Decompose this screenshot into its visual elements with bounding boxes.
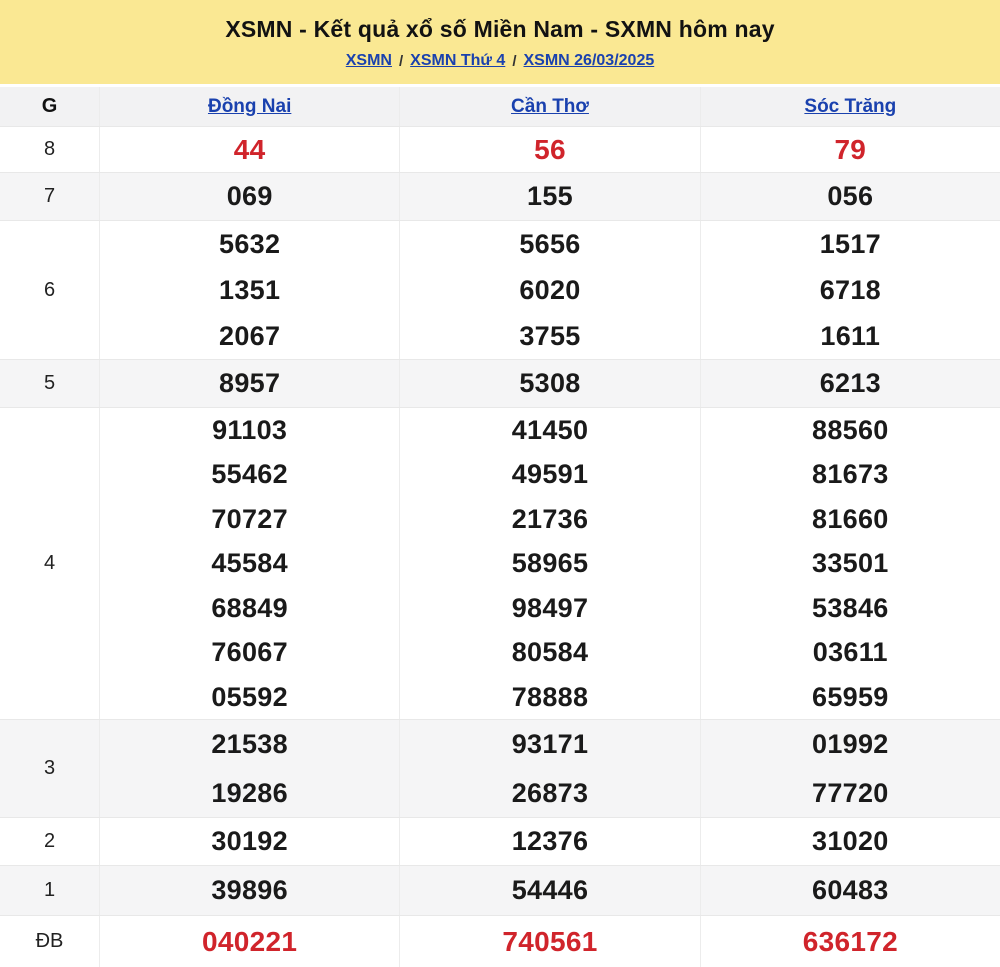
result-cell bbox=[100, 720, 400, 817]
breadcrumb-separator: / bbox=[512, 52, 517, 70]
column-header-dong-nai bbox=[100, 87, 400, 126]
result-number: 77720 bbox=[812, 777, 889, 808]
result-cell bbox=[400, 916, 700, 967]
result-number: 3755 bbox=[519, 320, 581, 351]
result-number: 1351 bbox=[219, 274, 281, 305]
result-number: 19286 bbox=[211, 777, 288, 808]
result-number: 6718 bbox=[819, 274, 881, 305]
result-cell bbox=[701, 221, 1000, 359]
result-cell bbox=[400, 360, 700, 407]
dong-nai-link[interactable]: Đồng Nai bbox=[207, 95, 292, 117]
result-cell bbox=[701, 720, 1000, 817]
result-number: 53846 bbox=[812, 592, 889, 623]
result-cell bbox=[100, 221, 400, 359]
result-number: 41450 bbox=[511, 415, 589, 446]
column-header-can-tho bbox=[400, 87, 700, 126]
prize-row-6 bbox=[0, 220, 1000, 359]
prize-tier-label: 7 bbox=[0, 173, 100, 220]
breadcrumb-link-xsmn-thu-4[interactable]: XSMN Thứ 4 bbox=[410, 52, 506, 69]
result-cell bbox=[400, 221, 700, 359]
result-cell bbox=[100, 360, 400, 407]
result-number: 5632 bbox=[219, 228, 281, 259]
result-number: 49591 bbox=[511, 459, 589, 490]
result-number: 65959 bbox=[812, 681, 889, 712]
breadcrumb-link-xsmn-date[interactable]: XSMN 26/03/2025 bbox=[523, 52, 655, 69]
prize-tier-label: 4 bbox=[0, 408, 100, 719]
prize-row-7 bbox=[0, 172, 1000, 220]
result-number: 1517 bbox=[819, 228, 881, 259]
prize-tier-label: 2 bbox=[0, 818, 100, 865]
result-cell bbox=[100, 916, 400, 967]
result-number: 60483 bbox=[812, 875, 889, 906]
result-number: 33501 bbox=[812, 548, 889, 579]
result-cell bbox=[701, 127, 1000, 172]
prize-tier-label: 5 bbox=[0, 360, 100, 407]
result-cell bbox=[400, 866, 700, 915]
result-number: 8957 bbox=[219, 368, 281, 399]
result-number: 81673 bbox=[812, 459, 889, 490]
result-number: 155 bbox=[527, 181, 573, 212]
result-cell bbox=[701, 818, 1000, 865]
result-number: 54446 bbox=[511, 875, 589, 906]
result-cell bbox=[100, 127, 400, 172]
page-title: XSMN - Kết quả xổ số Miền Nam - SXMN hôm nay bbox=[225, 16, 775, 42]
result-number: 03611 bbox=[812, 637, 888, 668]
result-number: 45584 bbox=[211, 548, 288, 579]
result-number: 05592 bbox=[211, 681, 288, 712]
result-cell bbox=[100, 866, 400, 915]
result-number: 79 bbox=[834, 133, 867, 165]
result-number: 80584 bbox=[511, 637, 589, 668]
result-cell bbox=[701, 916, 1000, 967]
prize-tier-label: 8 bbox=[0, 127, 100, 172]
prize-tier-label: 6 bbox=[0, 221, 100, 359]
result-number: 636172 bbox=[802, 925, 898, 957]
breadcrumb bbox=[346, 52, 654, 70]
result-cell bbox=[400, 408, 700, 719]
result-cell bbox=[701, 408, 1000, 719]
prize-row-2 bbox=[0, 817, 1000, 865]
results-table bbox=[0, 87, 1000, 967]
result-number: 12376 bbox=[511, 826, 589, 857]
result-number: 5308 bbox=[519, 368, 581, 399]
result-number: 39896 bbox=[211, 875, 288, 906]
result-number: 70727 bbox=[211, 503, 288, 534]
breadcrumb-link-xsmn[interactable]: XSMN bbox=[345, 52, 392, 69]
result-number: 81660 bbox=[812, 503, 889, 534]
result-number: 56 bbox=[534, 133, 566, 165]
prize-row-1 bbox=[0, 865, 1000, 915]
result-number: 2067 bbox=[219, 320, 281, 351]
result-cell bbox=[400, 720, 700, 817]
result-cell bbox=[701, 173, 1000, 220]
result-cell bbox=[701, 360, 1000, 407]
result-number: 78888 bbox=[511, 681, 589, 712]
prize-row-db bbox=[0, 915, 1000, 967]
result-number: 1611 bbox=[820, 320, 881, 351]
result-cell bbox=[701, 866, 1000, 915]
result-cell bbox=[100, 173, 400, 220]
result-cell bbox=[100, 408, 400, 719]
result-number: 30192 bbox=[211, 826, 288, 857]
result-number: 76067 bbox=[211, 637, 288, 668]
result-number: 88560 bbox=[812, 415, 889, 446]
result-number: 040221 bbox=[202, 925, 298, 957]
result-number: 91103 bbox=[212, 415, 288, 446]
result-number: 21736 bbox=[511, 503, 589, 534]
prize-tier-label: 3 bbox=[0, 720, 100, 817]
soc-trang-link[interactable]: Sóc Trăng bbox=[804, 95, 897, 117]
breadcrumb-separator: / bbox=[398, 52, 404, 70]
result-number: 6213 bbox=[819, 368, 881, 399]
prize-tier-label: ĐB bbox=[0, 916, 100, 967]
result-cell bbox=[100, 818, 400, 865]
prize-row-3 bbox=[0, 719, 1000, 817]
prize-row-8 bbox=[0, 126, 1000, 172]
result-number: 056 bbox=[827, 181, 874, 212]
result-number: 98497 bbox=[511, 592, 589, 623]
column-header-g: G bbox=[0, 87, 100, 126]
result-number: 6020 bbox=[519, 274, 581, 305]
prize-row-4 bbox=[0, 407, 1000, 719]
result-number: 31020 bbox=[812, 826, 889, 857]
result-number: 44 bbox=[233, 133, 266, 165]
result-number: 069 bbox=[226, 181, 273, 212]
result-cell bbox=[400, 127, 700, 172]
result-number: 01992 bbox=[812, 729, 889, 760]
result-number: 93171 bbox=[511, 729, 589, 760]
result-number: 21538 bbox=[211, 729, 288, 760]
prize-tier-label: 1 bbox=[0, 866, 100, 915]
result-number: 58965 bbox=[511, 548, 589, 579]
result-number: 5656 bbox=[519, 228, 581, 259]
result-number: 740561 bbox=[502, 925, 598, 957]
prize-row-5 bbox=[0, 359, 1000, 407]
result-cell bbox=[400, 818, 700, 865]
table-header-row bbox=[0, 87, 1000, 126]
result-cell bbox=[400, 173, 700, 220]
column-header-soc-trang bbox=[701, 87, 1000, 126]
result-number: 26873 bbox=[511, 777, 589, 808]
result-number: 68849 bbox=[211, 592, 288, 623]
can-tho-link[interactable]: Cần Thơ bbox=[511, 95, 589, 117]
page-banner bbox=[0, 0, 1000, 84]
result-number: 55462 bbox=[211, 459, 288, 490]
